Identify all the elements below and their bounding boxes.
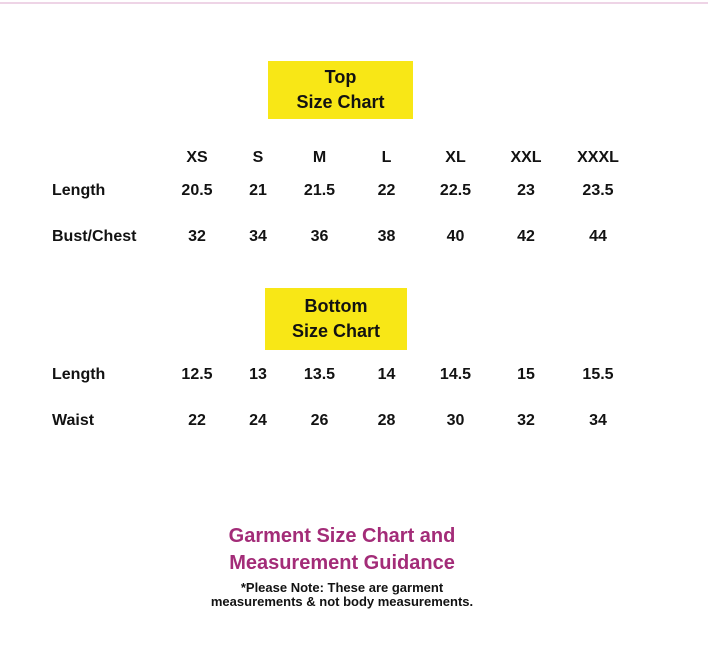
row-value: 23.5 xyxy=(582,182,614,199)
footer-heading-line1: Garment Size Chart and xyxy=(228,525,456,547)
size-header-xl: XL xyxy=(445,149,466,166)
footer-heading-line2: Measurement Guidance xyxy=(229,552,455,574)
row-label: Length xyxy=(52,182,106,199)
top-size-chart-title-line1: Top xyxy=(324,67,357,87)
size-header-xxxl: XXXL xyxy=(577,149,619,166)
row-label: Bust/Chest xyxy=(52,228,137,245)
row-value: 30 xyxy=(446,412,465,429)
row-value: 32 xyxy=(188,228,206,245)
row-value: 22 xyxy=(188,412,206,429)
row-value: 22.5 xyxy=(439,182,472,199)
row-value: 15 xyxy=(517,366,535,383)
row-value: 23 xyxy=(517,182,535,199)
size-header-s: S xyxy=(252,149,264,166)
row-value: 14 xyxy=(377,366,396,383)
row-value: 34 xyxy=(249,228,267,245)
row-value: 20.5 xyxy=(181,182,213,199)
footer-note-line1: *Please Note: These are garment xyxy=(240,580,444,595)
size-header-xs: XS xyxy=(186,149,208,166)
row-value: 13.5 xyxy=(303,366,336,383)
row-value: 21.5 xyxy=(303,182,336,199)
row-label: Length xyxy=(52,366,106,383)
size-header-spacer xyxy=(45,149,165,167)
row-value: 24 xyxy=(249,412,267,429)
row-value: 13 xyxy=(249,366,267,383)
row-value: 26 xyxy=(310,412,329,429)
row-value: 28 xyxy=(377,412,396,429)
row-value: 42 xyxy=(517,228,535,245)
row-value: 15.5 xyxy=(582,366,614,383)
size-header-xxl: XXL xyxy=(510,149,542,166)
table-row xyxy=(45,412,634,430)
row-label: Waist xyxy=(52,412,95,429)
row-value: 14.5 xyxy=(439,366,472,383)
footer xyxy=(0,523,684,609)
row-value: 22 xyxy=(377,182,396,199)
size-header-l: L xyxy=(381,149,392,166)
table-row xyxy=(45,182,634,200)
row-value: 38 xyxy=(377,228,396,245)
table-row xyxy=(45,228,634,246)
row-value: 32 xyxy=(517,412,535,429)
top-size-chart-title-box xyxy=(268,61,413,119)
top-size-chart-title-line2: Size Chart xyxy=(296,92,385,112)
footer-note-line2: measurements & not body measurements. xyxy=(210,594,474,609)
table-row xyxy=(45,366,634,384)
bottom-size-chart-title-line1: Bottom xyxy=(304,296,368,316)
row-value: 34 xyxy=(589,412,607,429)
row-value: 40 xyxy=(446,228,465,245)
row-value: 36 xyxy=(310,228,329,245)
row-value: 12.5 xyxy=(181,366,213,383)
row-value: 21 xyxy=(249,182,267,199)
size-header-m: M xyxy=(312,149,327,166)
size-header-row xyxy=(45,149,634,167)
bottom-size-chart-title-line2: Size Chart xyxy=(291,321,381,341)
row-value: 44 xyxy=(589,228,607,245)
top-border-line xyxy=(0,2,708,4)
bottom-size-chart-title-box xyxy=(265,288,407,350)
